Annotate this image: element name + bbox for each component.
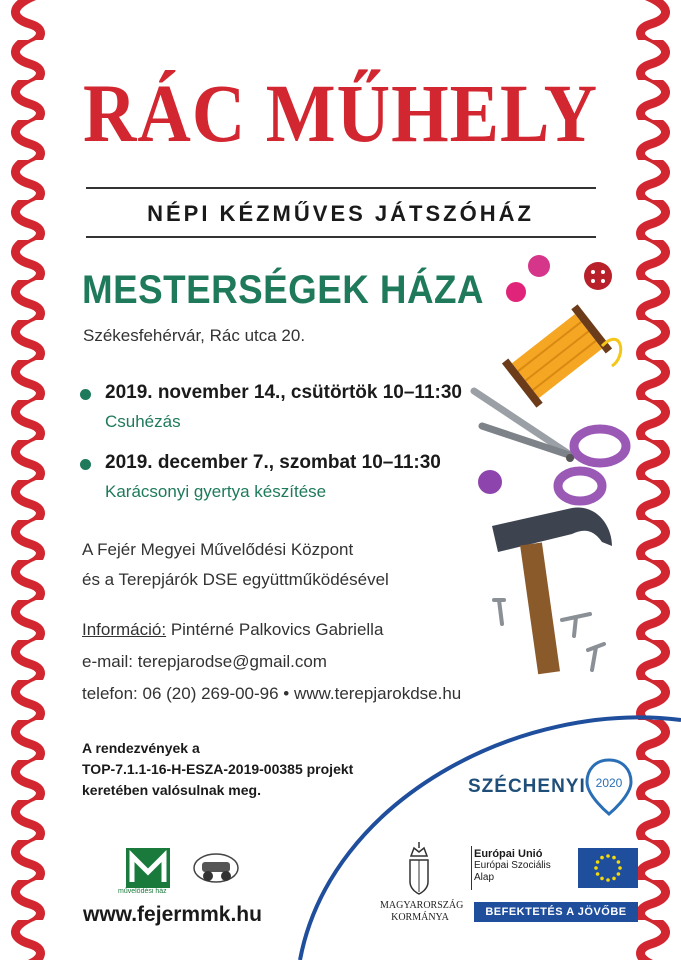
- eu-line-3: Alap: [474, 872, 495, 883]
- poster-title: RÁC MŰHELY: [82, 68, 599, 160]
- mmk-caption: művelődési ház: [118, 888, 167, 895]
- phone-web-line[interactable]: telefon: 06 (20) 269-00-96 • www.terepjarokdse.hu: [82, 684, 462, 703]
- szechenyi-label: SZÉCHENYI: [468, 776, 586, 797]
- eu-flag-icon: [578, 848, 638, 888]
- eu-slogan-banner: BEFEKTETÉS A JÖVŐBE: [474, 902, 638, 922]
- sewing-button-icon: [584, 262, 612, 290]
- info-label: Információ:: [82, 620, 167, 639]
- mmk-logo-icon: [126, 848, 170, 888]
- poster-subtitle: NÉPI KÉZMŰVES JÁTSZÓHÁZ: [147, 201, 534, 226]
- title-rule-top: [86, 187, 596, 189]
- bullet-icon: [80, 389, 91, 400]
- terepjarok-dse-logo-icon: [190, 842, 242, 890]
- project-line-3: keretében valósulnak meg.: [82, 782, 261, 798]
- pink-bead-icon: [506, 282, 526, 302]
- purple-bead-icon: [478, 470, 502, 494]
- eu-line-1: Európai Unió: [474, 848, 543, 860]
- szechenyi-2020-pin-icon: [584, 758, 634, 816]
- gov-line-1: MAGYARORSZÁG: [380, 900, 464, 911]
- cooperation-line-1: A Fejér Megyei Művelődési Központ: [82, 540, 354, 559]
- eu-divider: [471, 846, 472, 890]
- event-date: 2019. december 7., szombat 10–11:30: [105, 452, 441, 473]
- thread-spool-icon: [502, 304, 612, 407]
- pink-bead-icon: [528, 255, 550, 277]
- venue-name: MESTERSÉGEK HÁZA: [82, 268, 484, 312]
- hungary-crest-icon: [404, 842, 434, 898]
- info-line: [82, 620, 383, 640]
- title-rule-bottom: [86, 236, 596, 238]
- project-line-1: A rendezvények a: [82, 740, 200, 756]
- government-label: [380, 900, 464, 924]
- gov-line-2: KORMÁNYA: [391, 912, 449, 923]
- event-activity: Csuhézás: [105, 412, 181, 431]
- eu-text: [474, 848, 564, 884]
- project-line-2: TOP-7.1.1-16-H-ESZA-2019-00385 projekt: [82, 761, 354, 777]
- event-activity: Karácsonyi gyertya készítése: [105, 482, 327, 501]
- event-date: 2019. november 14., csütörtök 10–11:30: [105, 382, 462, 403]
- crafts-illustration: [462, 246, 632, 696]
- eu-line-2: Európai Szociális: [474, 860, 551, 871]
- bullet-icon: [80, 459, 91, 470]
- email-line[interactable]: e-mail: terepjarodse@gmail.com: [82, 652, 327, 671]
- project-note: [82, 738, 353, 801]
- cooperation-line-2: és a Terepjárók DSE együttműködésével: [82, 570, 389, 589]
- website-link[interactable]: www.fejermmk.hu: [83, 903, 262, 926]
- venue-address: Székesfehérvár, Rác utca 20.: [83, 326, 306, 345]
- info-name: Pintérné Palkovics Gabriella: [166, 620, 384, 639]
- szechenyi-year: 2020: [595, 776, 623, 790]
